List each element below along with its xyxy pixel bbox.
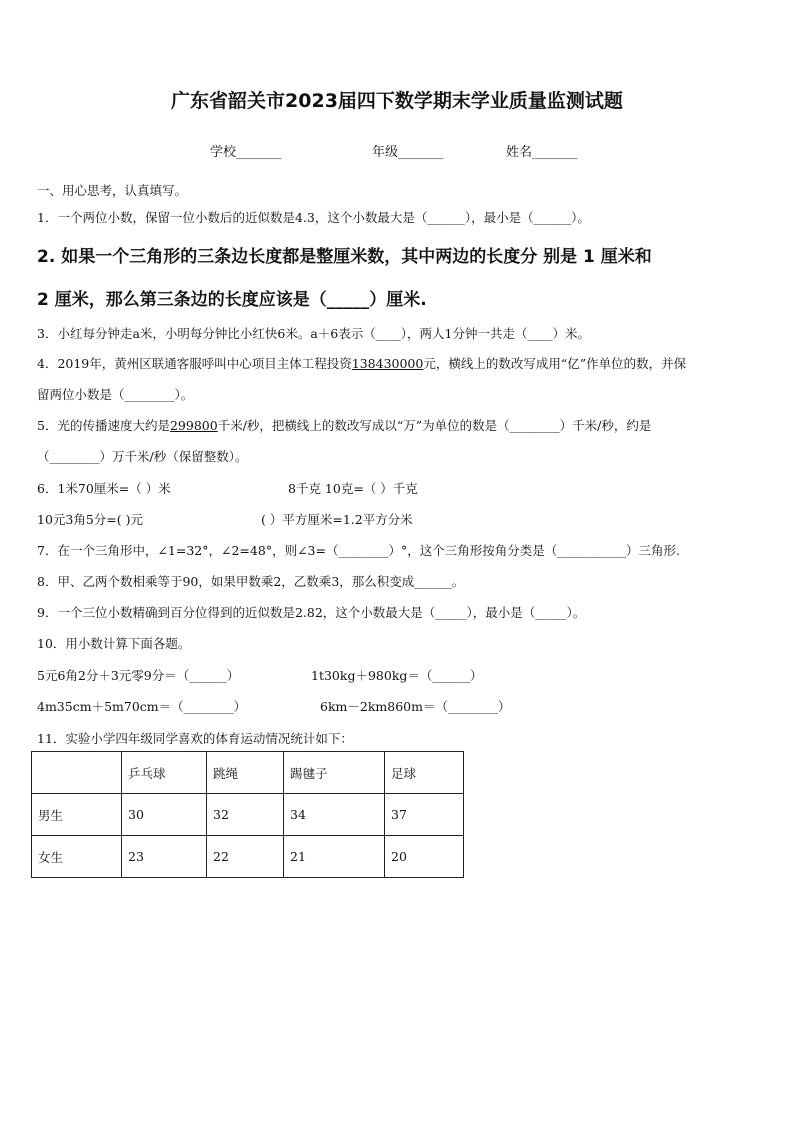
table-cell: 20 [385, 836, 464, 878]
grade-field: 年级_______ [372, 145, 444, 160]
question-6d: ( ）平方厘米=1.2平方分米 [261, 512, 413, 527]
table-header-cell [32, 752, 122, 794]
question-4-number: 138430000 [351, 356, 424, 371]
table-cell: 32 [207, 794, 284, 836]
question-2-line-1: 2. 如果一个三角形的三条边长度都是整厘米数，其中两边的长度分 别是 1 厘米和 [37, 247, 652, 267]
question-9: 9．一个三位小数精确到百分位得到的近似数是2.82，这个小数最大是（_____），最小是（_____）。 [37, 605, 586, 620]
section-heading: 一、用心思考，认真填写。 [37, 183, 188, 198]
question-6a: 6．1米70厘米=（ ）米 [37, 481, 171, 496]
sports-statistics-table [31, 751, 464, 878]
question-5-number: 299800 [169, 418, 218, 433]
question-6b: 8千克 10克=（ ）千克 [288, 481, 418, 496]
question-7: 7．在一个三角形中，∠1=32°，∠2=48°，则∠3=（________）°，这个三角形按角分类是（___________）三角形. [37, 543, 680, 558]
question-4-text: 4．2019年，黄州区联通客服呼叫中心项目主体工程投资 [37, 356, 352, 371]
table-cell: 22 [207, 836, 284, 878]
question-10d: 6km－2km860m＝（________） [320, 699, 511, 714]
question-2-line-2: 2 厘米，那么第三条边的长度应该是（_____）厘米. [37, 290, 427, 310]
question-10b: 1t30kg＋980kg＝（______） [311, 668, 483, 683]
question-4 [37, 354, 686, 372]
question-5-text: 5．光的传播速度大约是 [37, 418, 170, 433]
table-cell: 女生 [32, 836, 122, 878]
table-cell: 37 [385, 794, 464, 836]
table-header-cell: 足球 [385, 752, 464, 794]
question-10: 10．用小数计算下面各题。 [37, 636, 191, 651]
page-title: 广东省韶关市2023届四下数学期末学业质量监测试题 [171, 90, 623, 112]
table-header-cell: 乒乓球 [122, 752, 207, 794]
table-cell: 30 [122, 794, 207, 836]
question-6c: 10元3角5分=( )元 [37, 512, 144, 527]
school-field: 学校_______ [210, 145, 282, 160]
question-5-text-2: 千米/秒，把横线上的数改写成以“万”为单位的数是（________）千米/秒，约是 [217, 418, 652, 433]
question-8: 8．甲、乙两个数相乘等于90，如果甲数乘2，乙数乘3，那么积变成______。 [37, 574, 465, 589]
table-cell: 34 [284, 794, 385, 836]
question-4-text-2: 元，横线上的数改写成用“亿”作单位的数，并保 [423, 356, 687, 371]
question-5-line-2: （________）万千米/秒（保留整数）。 [37, 449, 248, 464]
table-cell: 男生 [32, 794, 122, 836]
question-3: 3．小红每分钟走a米，小明每分钟比小红快6米。a＋6表示（____），两人1分钟一共走（____）米。 [37, 326, 590, 341]
question-1: 1．一个两位小数，保留一位小数后的近似数是4.3，这个小数最大是（______），最小是（______）。 [37, 210, 590, 225]
table-header-row [32, 752, 464, 794]
question-11: 11．实验小学四年级同学喜欢的体育运动情况统计如下： [37, 731, 353, 746]
table-header-cell: 跳绳 [207, 752, 284, 794]
question-10c: 4m35cm＋5m70cm＝（________） [37, 699, 247, 714]
name-field: 姓名_______ [506, 145, 578, 160]
table-header-cell: 踢毽子 [284, 752, 385, 794]
table-row [32, 836, 464, 878]
table-cell: 21 [284, 836, 385, 878]
question-5 [37, 416, 651, 434]
table-cell: 23 [122, 836, 207, 878]
question-4-line-2: 留两位小数是（________）。 [37, 387, 194, 402]
table-row [32, 794, 464, 836]
question-10a: 5元6角2分＋3元零9分＝（______） [37, 668, 240, 683]
